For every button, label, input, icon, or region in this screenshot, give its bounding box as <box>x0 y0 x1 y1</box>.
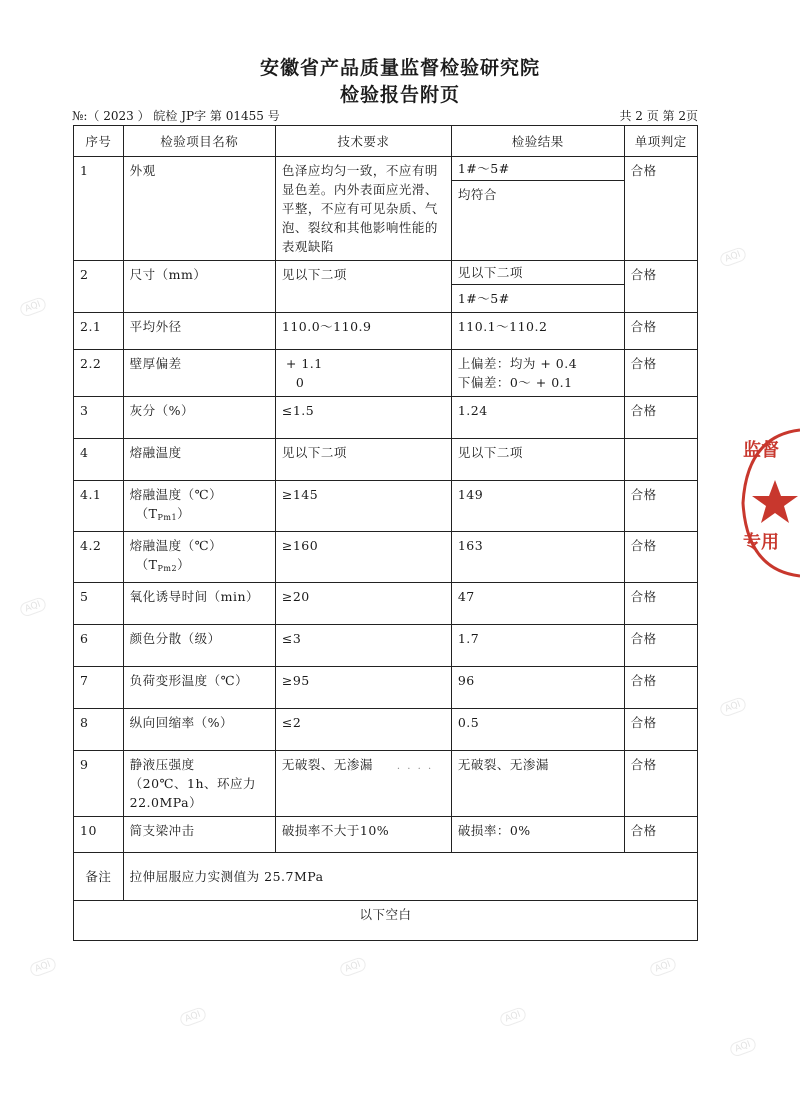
result-sample-range: 1#～5# <box>452 157 624 181</box>
row-item: 纵向回缩率（%） <box>123 709 275 751</box>
row-result: 110.1～110.2 <box>451 313 624 350</box>
row-result: 96 <box>451 667 624 709</box>
row-number: 8 <box>74 709 124 751</box>
inspection-seal <box>737 428 800 578</box>
item-line: $(T_{Pm1})$ <box>135 506 191 522</box>
table-row <box>74 481 698 532</box>
row-result <box>451 350 624 397</box>
row-result <box>451 157 624 261</box>
table-header-row <box>74 126 698 157</box>
remark-row <box>74 853 698 901</box>
row-number: 1 <box>74 157 124 261</box>
upper-tolerance: + 1.1 <box>285 356 323 371</box>
table-row <box>74 751 698 817</box>
item-symbol: （T <box>135 506 158 521</box>
row-judgment: 合格 <box>624 583 697 625</box>
watermark-logo: AQI <box>648 956 677 978</box>
column-header: 检验项目名称 <box>123 126 275 157</box>
watermark-logo: AQI <box>338 956 367 978</box>
seal-text-bottom: 专用 <box>743 532 779 553</box>
table-row <box>74 261 698 313</box>
row-result: 见以下二项 <box>451 439 624 481</box>
result-value: 均符合 <box>457 187 497 202</box>
row-item: 熔融温度 <box>123 439 275 481</box>
blank-row <box>74 901 698 941</box>
table-row <box>74 817 698 853</box>
report-number: №:（ 2023 ） 皖检 JP字 第 01455 号 <box>72 109 280 123</box>
row-judgment: 合格 <box>624 481 697 532</box>
remark-text: 拉伸屈服应力实测值为 25.7MPa <box>123 853 697 901</box>
row-result: 破损率：0% <box>451 817 624 853</box>
row-number: 2 <box>74 261 124 313</box>
report-subtitle: 检验报告附页 <box>339 84 460 106</box>
row-requirement: ≥160 <box>275 532 451 583</box>
row-item: 简支梁冲击 <box>123 817 275 853</box>
row-item: 壁厚偏差 <box>123 350 275 397</box>
row-item: 颜色分散（级） <box>123 625 275 667</box>
row-judgment: 合格 <box>624 532 697 583</box>
row-judgment <box>624 439 697 481</box>
result-sample-range: 1#～5# <box>457 291 510 306</box>
row-requirement: ≤2 <box>275 709 451 751</box>
result-note: 见以下二项 <box>452 261 624 285</box>
column-header: 技术要求 <box>275 126 451 157</box>
row-result: 0.5 <box>451 709 624 751</box>
row-number: 6 <box>74 625 124 667</box>
row-requirement: ≤1.5 <box>275 397 451 439</box>
seal-star-icon <box>752 480 798 523</box>
watermark-logo: AQI <box>178 1006 207 1028</box>
watermark-logo: AQI <box>28 956 57 978</box>
seal-text-top: 监督 <box>743 440 779 461</box>
row-judgment: 合格 <box>624 667 697 709</box>
row-requirement: ≥95 <box>275 667 451 709</box>
row-number: 9 <box>74 751 124 817</box>
item-line: 熔融温度（℃） <box>129 538 223 553</box>
row-number: 2.2 <box>74 350 124 397</box>
item-subscript: Pm1 <box>157 513 178 522</box>
row-number: 2.1 <box>74 313 124 350</box>
row-item: 尺寸（mm） <box>123 261 275 313</box>
row-requirement: 破损率不大于10% <box>275 817 451 853</box>
page-info: 共 2 页 第 2页 <box>619 109 698 123</box>
row-judgment: 合格 <box>624 157 697 261</box>
row-judgment: 合格 <box>624 261 697 313</box>
table-row <box>74 583 698 625</box>
column-header: 单项判定 <box>624 126 697 157</box>
item-line: 静液压强度 <box>129 757 195 772</box>
row-judgment: 合格 <box>624 350 697 397</box>
table-row <box>74 350 698 397</box>
row-result: 163 <box>451 532 624 583</box>
row-requirement: ≥145 <box>275 481 451 532</box>
row-requirement: 见以下二项 <box>275 439 451 481</box>
watermark-logo: AQI <box>498 1006 527 1028</box>
watermark-logo: AQI <box>718 696 747 718</box>
row-item <box>123 751 275 817</box>
table-row <box>74 709 698 751</box>
row-result <box>451 261 624 313</box>
row-judgment: 合格 <box>624 397 697 439</box>
row-item: 平均外径 <box>123 313 275 350</box>
row-result: 47 <box>451 583 624 625</box>
table-row <box>74 439 698 481</box>
row-result: 1.24 <box>451 397 624 439</box>
item-line: $(T_{Pm2})$ <box>135 557 191 573</box>
row-item: 氧化诱导时间（min） <box>123 583 275 625</box>
row-number: 5 <box>74 583 124 625</box>
blank-text: 以下空白 <box>74 901 698 941</box>
row-judgment: 合格 <box>624 751 697 817</box>
row-number: 7 <box>74 667 124 709</box>
column-header: 检验结果 <box>451 126 624 157</box>
row-result: 1.7 <box>451 625 624 667</box>
row-result: 无破裂、无渗漏 <box>451 751 624 817</box>
row-number: 10 <box>74 817 124 853</box>
row-item: 外观 <box>123 157 275 261</box>
row-item <box>123 481 275 532</box>
row-judgment: 合格 <box>624 817 697 853</box>
table-row <box>74 532 698 583</box>
table-row <box>74 157 698 261</box>
upper-deviation: 上偏差：均为 + 0.4 <box>457 356 578 371</box>
dotted-mark: . . . . <box>396 761 434 772</box>
row-requirement <box>275 751 451 817</box>
institution-title: 安徽省产品质量监督检验研究院 <box>259 57 540 79</box>
requirement-text: 无破裂、无渗漏 <box>281 757 373 772</box>
row-item: 负荷变形温度（℃） <box>123 667 275 709</box>
lower-tolerance: 0 <box>295 375 305 390</box>
row-judgment: 合格 <box>624 625 697 667</box>
row-requirement: 见以下二项 <box>275 261 451 313</box>
table-row <box>74 397 698 439</box>
row-number: 4.1 <box>74 481 124 532</box>
item-subscript: Pm2 <box>157 564 178 573</box>
table-row <box>74 313 698 350</box>
row-requirement: ≥20 <box>275 583 451 625</box>
watermark-logo: AQI <box>728 1036 757 1058</box>
item-line: 熔融温度（℃） <box>129 487 223 502</box>
watermark-logo: AQI <box>718 246 747 268</box>
table-row <box>74 667 698 709</box>
table-row <box>74 625 698 667</box>
inspection-table <box>73 125 698 941</box>
row-result: 149 <box>451 481 624 532</box>
watermark-logo: AQI <box>18 296 47 318</box>
item-line: （20℃、1h、环应力22.0MPa） <box>129 776 257 810</box>
row-item <box>123 532 275 583</box>
row-requirement: ≤3 <box>275 625 451 667</box>
item-symbol: （T <box>135 557 158 572</box>
lower-deviation: 下偏差：0～ + 0.1 <box>457 375 573 390</box>
row-requirement: 色泽应均匀一致，不应有明显色差。内外表面应光滑、平整，不应有可见杂质、气泡、裂纹和其他影响性能的表观缺陷 <box>275 157 451 261</box>
row-number: 3 <box>74 397 124 439</box>
row-judgment: 合格 <box>624 313 697 350</box>
column-header: 序号 <box>74 126 124 157</box>
row-number: 4 <box>74 439 124 481</box>
row-requirement: 110.0～110.9 <box>275 313 451 350</box>
watermark-logo: AQI <box>18 596 47 618</box>
row-judgment: 合格 <box>624 709 697 751</box>
remark-label: 备注 <box>74 853 124 901</box>
row-requirement <box>275 350 451 397</box>
row-number: 4.2 <box>74 532 124 583</box>
row-item: 灰分（%） <box>123 397 275 439</box>
